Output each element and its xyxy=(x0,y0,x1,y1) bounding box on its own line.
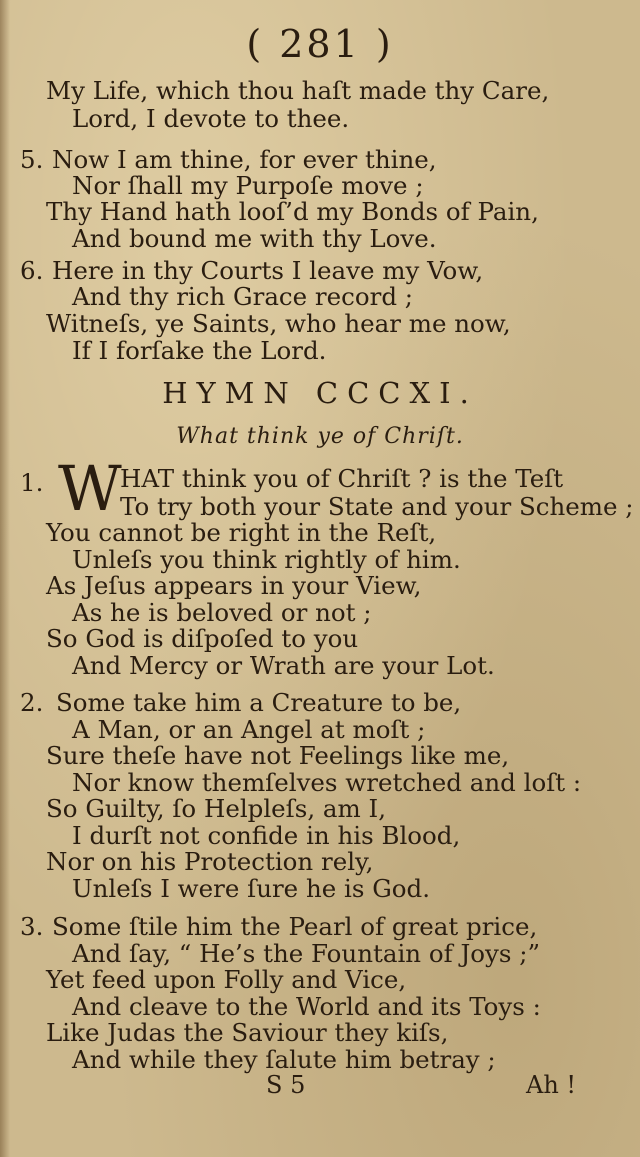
verse-number: 2. xyxy=(20,688,44,717)
verse-number: 1. xyxy=(20,468,44,497)
verse-line: Now I am thine, for ever thine, xyxy=(52,145,437,174)
verse-line: So God is diſpoſed to you xyxy=(46,624,359,653)
verse-line: So Guilty, ſo Helpleſs, am I, xyxy=(46,794,386,823)
verse-line: I durſt not confide in his Blood, xyxy=(72,821,461,850)
verse-line: Like Judas the Saviour they kiſs, xyxy=(46,1018,449,1047)
verse-line: Yet feed upon Folly and Vice, xyxy=(46,965,407,994)
verse-line: And Mercy or Wrath are your Lot. xyxy=(72,651,495,680)
verse-number: 6. xyxy=(20,256,44,285)
verse-line: You cannot be right in the Reſt, xyxy=(46,518,437,547)
page-number: ( 281 ) xyxy=(246,22,394,66)
hymn-title: HYMN CCCXI. xyxy=(162,376,478,410)
verse-line: Sure theſe have not Feelings like me, xyxy=(46,741,510,770)
verse-line: Thy Hand hath looſ’d my Bonds of Pain, xyxy=(46,197,539,226)
verse-line: And thy rich Grace record ; xyxy=(72,282,414,311)
verse-line: Unleſs you think rightly of him. xyxy=(72,545,461,574)
verse-line: As Jeſus appears in your View, xyxy=(46,571,422,600)
verse-line: My Life, which thou haſt made thy Care, xyxy=(46,76,550,105)
drop-cap: W xyxy=(58,452,122,525)
verse-line: Unleſs I were ſure he is God. xyxy=(72,874,431,903)
catchword: Ah ! xyxy=(526,1071,577,1099)
verse-line: Nor know themſelves wretched and loſt : xyxy=(72,768,582,797)
hymn-subtitle: What think ye of Chriſt. xyxy=(176,424,464,449)
verse-line: If I forſake the Lord. xyxy=(72,336,327,365)
verse-line: And while they ſalute him betray ; xyxy=(72,1045,496,1074)
verse-line: And cleave to the World and its Toys : xyxy=(72,992,541,1021)
verse-line: And ſay, “ He’s the Fountain of Joys ;” xyxy=(72,939,541,968)
verse-line: HAT think you of Chriſt ? is the Teſt xyxy=(120,464,564,493)
page-edge-shadow xyxy=(0,0,10,1157)
verse-number: 3. xyxy=(20,912,44,941)
verse-line: Some take him a Creature to be, xyxy=(56,688,462,717)
verse-line: Some ſtile him the Pearl of great price, xyxy=(52,912,538,941)
verse-line: To try both your State and your Scheme ; xyxy=(120,492,634,521)
signature-mark: S 5 xyxy=(266,1071,306,1099)
verse-line: As he is beloved or not ; xyxy=(72,598,372,627)
verse-line: Nor ſhall my Purpoſe move ; xyxy=(72,171,424,200)
verse-line: Nor on his Protection rely, xyxy=(46,847,374,876)
verse-line: A Man, or an Angel at moſt ; xyxy=(72,715,426,744)
verse-line: Lord, I devote to thee. xyxy=(72,104,350,133)
verse-line: Here in thy Courts I leave my Vow, xyxy=(52,256,484,285)
verse-number: 5. xyxy=(20,145,44,174)
verse-line: Witneſs, ye Saints, who hear me now, xyxy=(46,309,511,338)
verse-line: And bound me with thy Love. xyxy=(72,224,437,253)
